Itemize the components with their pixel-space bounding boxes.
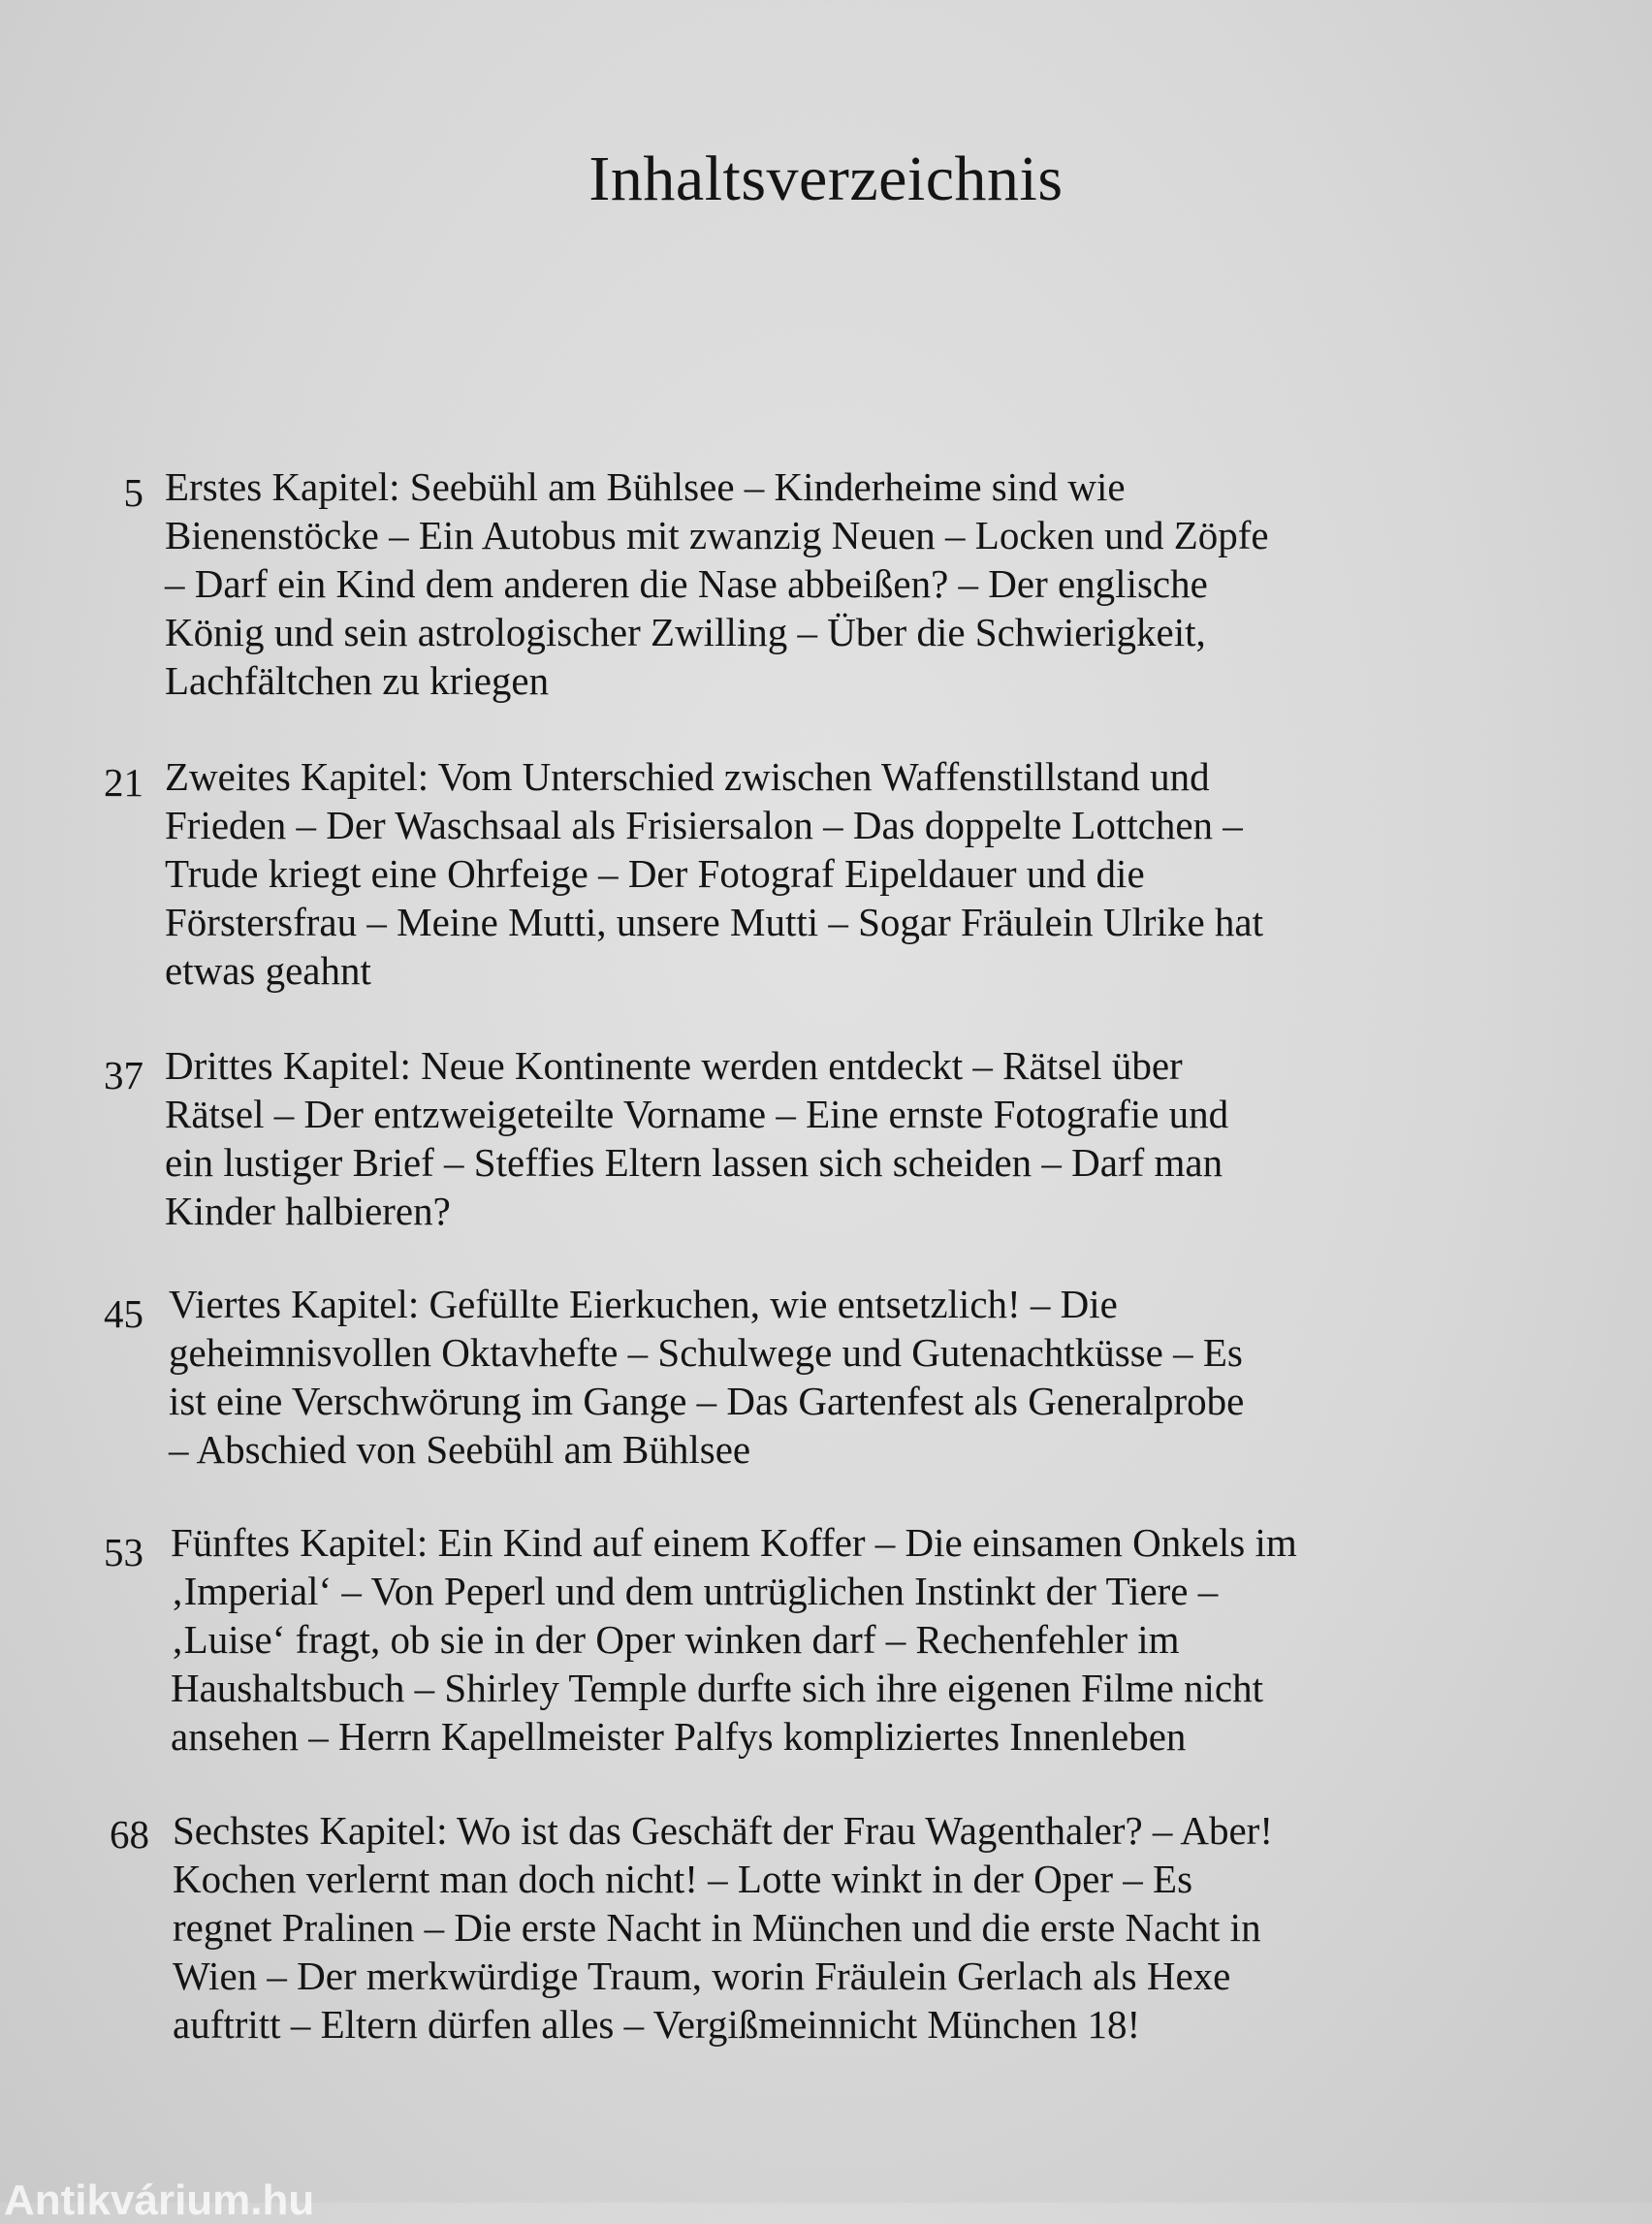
toc-line: Bienenstöcke – Ein Autobus mit zwanzig Neuen – Locken und Zöpfe xyxy=(165,513,1269,557)
toc-entry-text xyxy=(165,752,1571,995)
toc-page-number: 53 xyxy=(104,1530,143,1574)
toc-entry-text xyxy=(173,1806,1578,2049)
toc-line: Viertes Kapitel: Gefüllte Eierkuchen, wie entsetzlich! – Die xyxy=(169,1282,1118,1326)
toc-line: Lachfältchen zu kriegen xyxy=(165,658,550,703)
toc-page-number: 37 xyxy=(104,1053,143,1097)
toc-line: regnet Pralinen – Die erste Nacht in München und die erste Nacht in xyxy=(173,1905,1261,1950)
toc-page-number: 21 xyxy=(104,760,143,805)
toc-line: Rätsel – Der entzweigeteilte Vorname – Eine ernste Fotografie und xyxy=(165,1092,1229,1136)
toc-line: König und sein astrologischer Zwilling – Über die Schwierigkeit, xyxy=(165,610,1206,654)
toc-line: Kinder halbieren? xyxy=(165,1189,451,1233)
toc-line: Sechstes Kapitel: Wo ist das Geschäft der Frau Wagenthaler? – Aber! xyxy=(173,1808,1273,1853)
toc-line: Förstersfrau – Meine Mutti, unsere Mutti – Sogar Fräulein Ulrike hat xyxy=(165,900,1263,944)
toc-line: Trude kriegt eine Ohrfeige – Der Fotograf Eipeldauer und die xyxy=(165,851,1145,896)
toc-line: – Darf ein Kind dem anderen die Nase abbeißen? – Der englische xyxy=(165,561,1208,606)
toc-line: – Abschied von Seebühl am Bühlsee xyxy=(169,1427,751,1472)
toc-line: Frieden – Der Waschsaal als Frisiersalon – Das doppelte Lottchen – xyxy=(165,803,1243,847)
toc-line: Wien – Der merkwürdige Traum, worin Fräulein Gerlach als Hexe xyxy=(173,1954,1231,1998)
toc-line: Zweites Kapitel: Vom Unterschied zwischen Waffenstillstand und xyxy=(165,754,1210,799)
page-title: Inhaltsverzeichnis xyxy=(588,143,1064,214)
toc-line: Drittes Kapitel: Neue Kontinente werden entdeckt – Rätsel über xyxy=(165,1043,1183,1088)
toc-entry-text xyxy=(165,1041,1571,1235)
toc-entry-text xyxy=(169,1280,1574,1474)
toc-line: etwas geahnt xyxy=(165,948,371,993)
toc-entry-text xyxy=(171,1518,1576,1761)
toc-line: ‚Imperial‘ – Von Peperl und dem untrüglichen Instinkt der Tiere – xyxy=(171,1569,1219,1613)
toc-line: auftritt – Eltern dürfen alles – Vergißmeinnicht München 18! xyxy=(173,2002,1141,2047)
toc-entry-text xyxy=(165,462,1571,705)
toc-line: ansehen – Herrn Kapellmeister Palfys kompliziertes Innenleben xyxy=(171,1714,1187,1759)
toc-page-number: 5 xyxy=(123,470,143,515)
toc-line: ‚Luise‘ fragt, ob sie in der Oper winken darf – Rechenfehler im xyxy=(171,1617,1180,1662)
toc-line: Haushaltsbuch – Shirley Temple durfte sich ihre eigenen Filme nicht xyxy=(171,1666,1264,1710)
toc-line: ein lustiger Brief – Steffies Eltern lassen sich scheiden – Darf man xyxy=(165,1140,1223,1185)
watermark: Antikvárium.hu xyxy=(4,2176,315,2224)
toc-line: ist eine Verschwörung im Gange – Das Gartenfest als Generalprobe xyxy=(169,1379,1245,1423)
toc-line: geheimnisvollen Oktavhefte – Schulwege und Gutenachtküsse – Es xyxy=(169,1330,1243,1375)
toc-line: Erstes Kapitel: Seebühl am Bühlsee – Kinderheime sind wie xyxy=(165,464,1126,509)
toc-line: Kochen verlernt man doch nicht! – Lotte winkt in der Oper – Es xyxy=(173,1857,1193,1901)
toc-page-number: 45 xyxy=(104,1291,143,1336)
toc-line: Fünftes Kapitel: Ein Kind auf einem Koffer – Die einsamen Onkels im xyxy=(171,1520,1297,1565)
toc-page-number: 68 xyxy=(110,1812,149,1857)
